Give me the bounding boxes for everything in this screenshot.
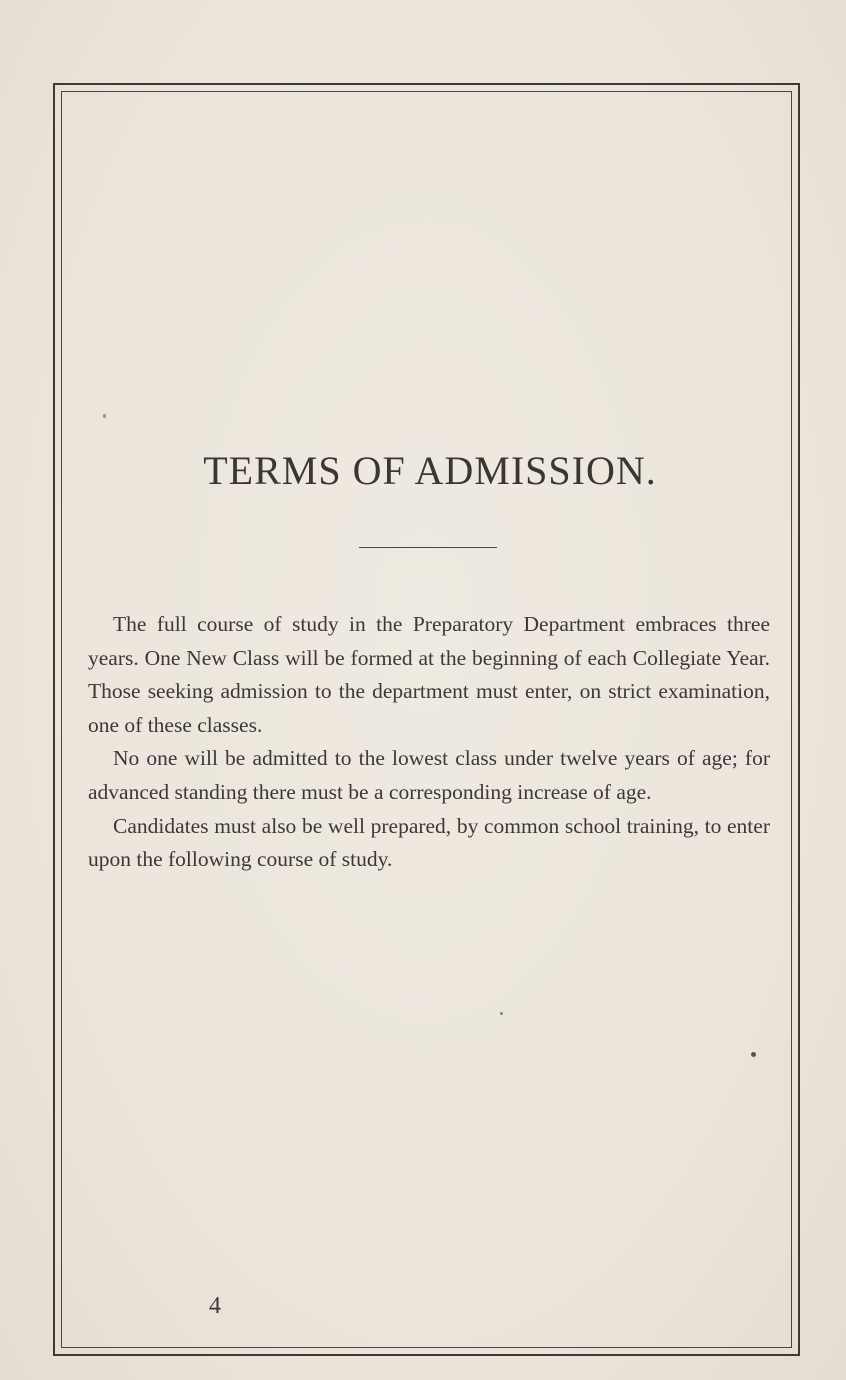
ink-speck (751, 1052, 756, 1057)
page-number: 4 (209, 1293, 221, 1319)
heading-rule (359, 547, 497, 548)
paragraph-course-of-study: The full course of study in the Preparatory Department embraces three years. One New Class will be formed at the beginning of each Collegiate Year. Those seeking admission to the department must enter, on strict examination, one of these classes. (88, 612, 770, 737)
paragraph-preparation: Candidates must also be well prepared, by common school training, to enter upon the following course of study. (88, 813, 770, 872)
ink-speck (500, 1012, 503, 1015)
page-heading: TERMS OF ADMISSION. (203, 448, 657, 493)
paragraph-age-requirement: No one will be admitted to the lowest class under twelve years of age; for advanced standing there must be a corresponding increase of age. (88, 746, 770, 804)
body-text (88, 608, 770, 877)
ink-speck (103, 414, 106, 418)
